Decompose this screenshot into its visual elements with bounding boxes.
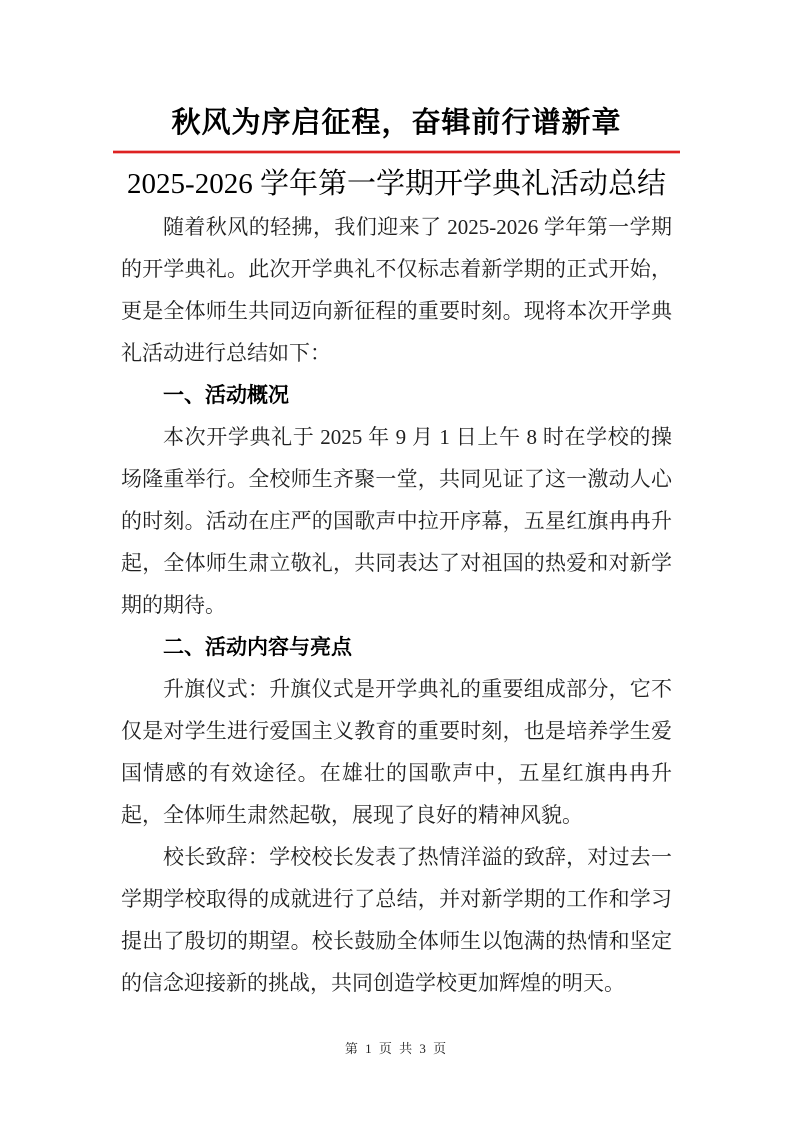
section-heading-overview: 一、活动概况 <box>163 383 289 407</box>
paragraph-flag-ceremony: 升旗仪式：升旗仪式是开学典礼的重要组成部分，它不仅是对学生进行爱国主义教育的重要时刻，也是培养学生爱国情感的有效途径。在雄壮的国歌声中，五星红旗冉冉升起，全体师生肃然起敬，展现了良好的精神风貌。 <box>121 677 672 827</box>
red-divider-line <box>113 150 680 154</box>
document-body <box>121 206 672 1004</box>
section-heading-content-highlights: 二、活动内容与亮点 <box>163 635 352 659</box>
paragraph-intro: 随着秋风的轻拂，我们迎来了 2025-2026 学年第一学期的开学典礼。此次开学典礼不仅标志着新学期的正式开始，更是全体师生共同迈向新征程的重要时刻。现将本次开学典礼活动进行总结如下： <box>121 215 672 365</box>
paragraph-principal-speech: 校长致辞：学校校长发表了热情洋溢的致辞，对过去一学期学校取得的成就进行了总结，并对新学期的工作和学习提出了殷切的期望。校长鼓励全体师生以饱满的热情和坚定的信念迎接新的挑战，共同创造学校更加辉煌的明天。 <box>121 845 672 995</box>
paragraph-overview: 本次开学典礼于 2025 年 9 月 1 日上午 8 时在学校的操场隆重举行。全校师生齐聚一堂，共同见证了这一激动人心的时刻。活动在庄严的国歌声中拉开序幕，五星红旗冉冉升起，全体师生肃立敬礼，共同表达了对祖国的热爱和对新学期的期待。 <box>121 425 672 617</box>
document-header-title: 秋风为序启征程，奋辑前行谱新章 <box>171 107 622 139</box>
page-footer-page-number: 第 1 页 共 3 页 <box>344 1041 449 1056</box>
document-content <box>121 104 672 1004</box>
document-title: 2025-2026 学年第一学期开学典礼活动总结 <box>127 168 666 200</box>
